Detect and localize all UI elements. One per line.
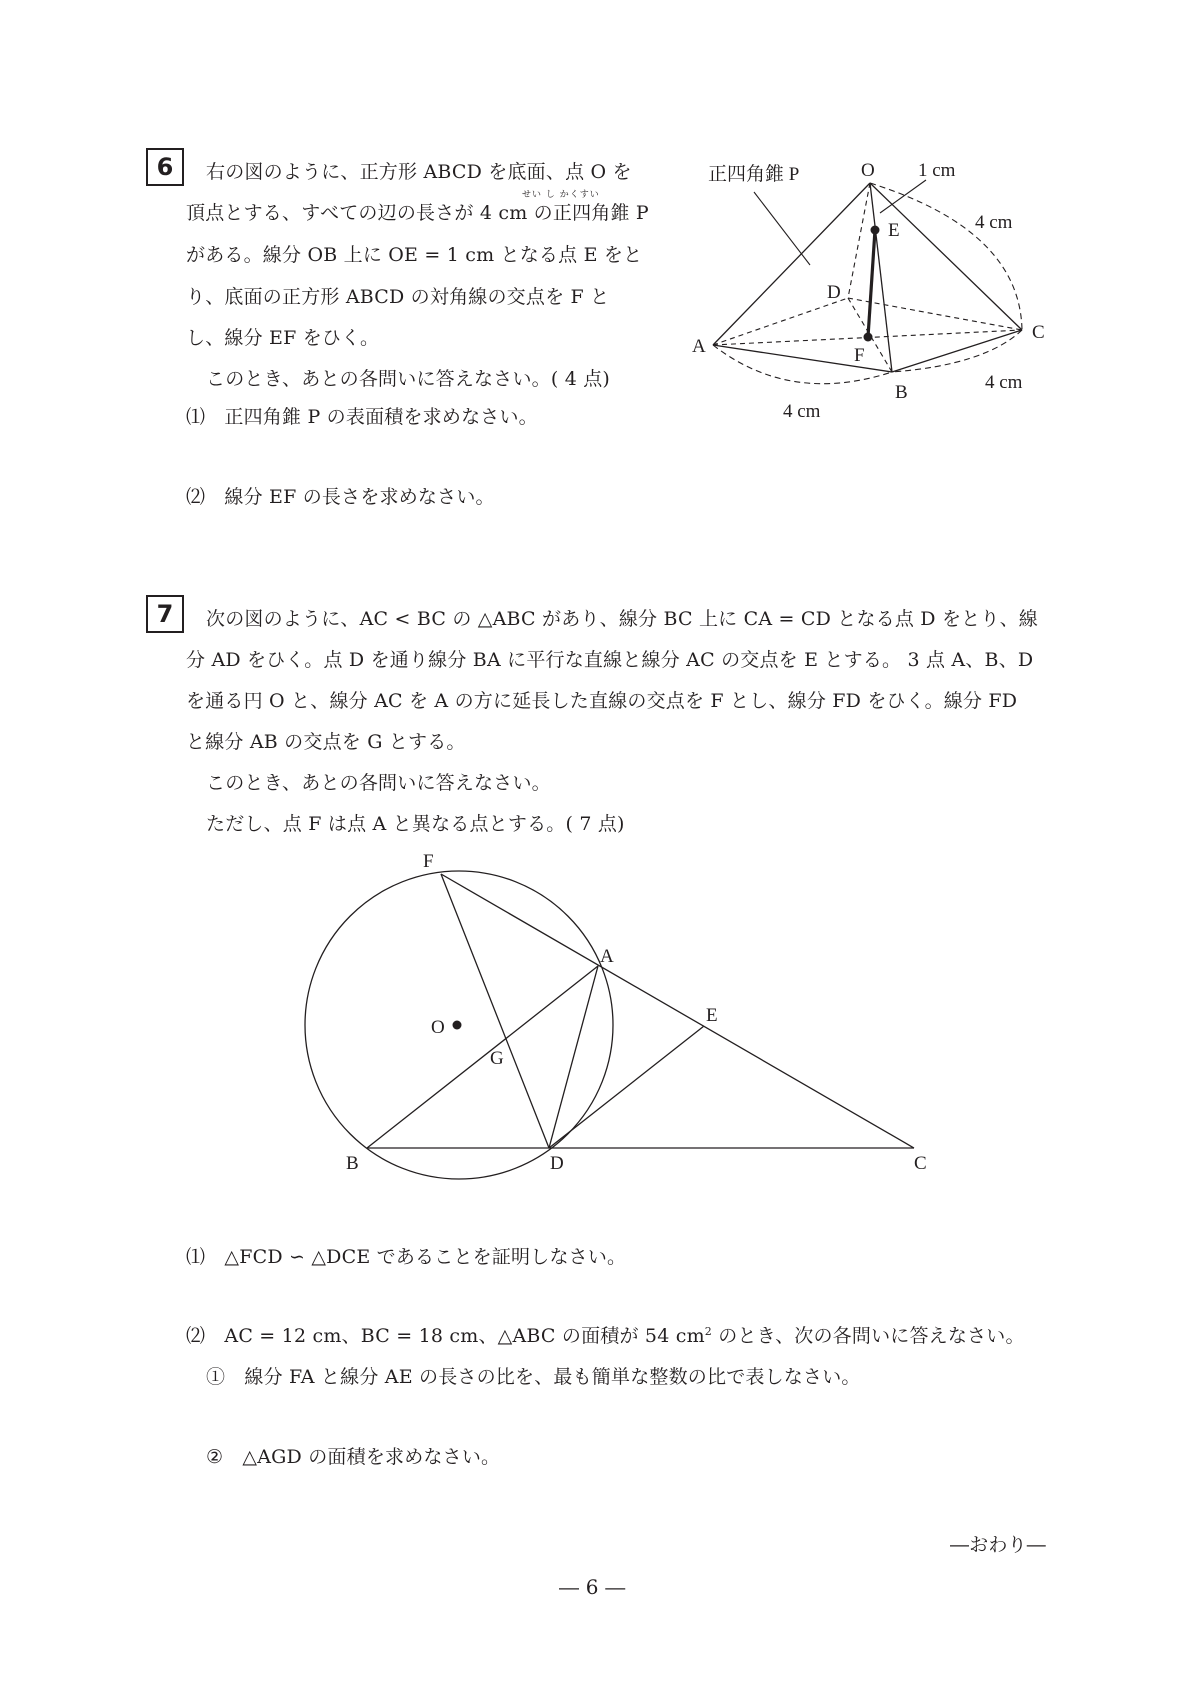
q6-text-line-1: 右の図のように、正方形 ABCD を底面、点 O を (206, 161, 632, 183)
label-o: O (861, 160, 875, 181)
edge-oa (713, 183, 870, 345)
point-f-dot (864, 333, 873, 342)
q6-text-line-5: し、線分 EF をひく。 (186, 327, 380, 349)
label-f: F (854, 345, 865, 366)
label-b: B (346, 1153, 359, 1174)
label-c: C (1032, 322, 1045, 343)
q6-subquestion-1: ⑴ 正四角錐 P の表面積を求めなさい。 (186, 406, 538, 428)
point-e-dot (871, 226, 880, 235)
segment-ad (549, 966, 598, 1148)
label-o: O (431, 1017, 445, 1038)
q6-text-line-3: がある。線分 OB 上に OE = 1 cm となる点 E をと (186, 244, 643, 266)
q7-sub2-text-before: ⑵ AC = 12 cm、BC = 18 cm、△ABC の面積が 54 cm (186, 1325, 705, 1347)
segment-ef (868, 230, 875, 337)
q7-text-line-2: 分 AD をひく。点 D を通り線分 BA に平行な直線と線分 AC の交点を E とする。 3 点 A、B、D (186, 649, 1034, 671)
label-4cm-oc: 4 cm (975, 212, 1013, 233)
label-d: D (827, 282, 841, 303)
q6-ruby-reading: せい し かくすい (522, 190, 600, 200)
label-c: C (914, 1153, 927, 1174)
label-4cm-bc: 4 cm (985, 372, 1023, 393)
q7-text-line-5: このとき、あとの各問いに答えなさい。 (206, 772, 551, 794)
q7-sub2-superscript: 2 (704, 1325, 712, 1338)
edge-bc (892, 330, 1022, 372)
label-e: E (706, 1005, 718, 1026)
square-pyramid-figure (680, 150, 1060, 430)
label-e: E (888, 220, 900, 241)
line-fc (441, 874, 914, 1148)
page-number: ― 6 ― (559, 1575, 626, 1599)
q7-text-line-6: ただし、点 F は点 A と異なる点とする。( 7 点) (206, 813, 625, 835)
edge-ad-hidden (713, 298, 848, 345)
q7-sub2-text-after: のとき、次の各問いに答えなさい。 (712, 1325, 1025, 1347)
label-g: G (490, 1048, 504, 1069)
q7-subquestion-2-1: ① 線分 FA と線分 AE の長さの比を、最も簡単な整数の比で表しなさい。 (206, 1366, 861, 1388)
label-4cm-ab: 4 cm (783, 401, 821, 422)
arc-ab-dashed (713, 345, 892, 384)
label-pyramid-name: 正四角錐 P (708, 164, 800, 185)
label-f: F (423, 851, 434, 872)
q7-subquestion-2-2: ② △AGD の面積を求めなさい。 (206, 1446, 501, 1468)
q7-subquestion-1: ⑴ △FCD ∽ △DCE であることを証明しなさい。 (186, 1246, 627, 1268)
label-leader-pyramid (754, 192, 810, 265)
question-6-number: 6 (146, 148, 184, 186)
edge-ab (713, 345, 892, 372)
label-a: A (692, 336, 706, 357)
segment-de (549, 1026, 704, 1148)
edge-oc (870, 183, 1022, 330)
segment-ba (367, 966, 598, 1148)
end-mark: ―おわり― (950, 1534, 1047, 1556)
label-leader-1cm (880, 180, 926, 213)
q6-text-line-2: 頂点とする、すべての辺の長さが 4 cm の正四角錐 P (186, 202, 649, 224)
label-1cm: 1 cm (918, 160, 956, 181)
q7-text-line-3: を通る円 O と、線分 AC を A の方に延長した直線の交点を F とし、線分 FD をひく。線分 FD (186, 690, 1018, 712)
q6-subquestion-2: ⑵ 線分 EF の長さを求めなさい。 (186, 486, 495, 508)
center-o-dot (453, 1021, 462, 1030)
label-a: A (600, 946, 614, 967)
q6-text-line-4: り、底面の正方形 ABCD の対角線の交点を F と (186, 286, 610, 308)
edge-dc-hidden (848, 298, 1022, 330)
q7-text-line-4: と線分 AB の交点を G とする。 (186, 731, 466, 753)
q6-text-line-6: このとき、あとの各問いに答えなさい。( 4 点) (206, 368, 611, 390)
edge-od-hidden (848, 183, 870, 298)
question-7-number: 7 (146, 595, 184, 633)
q7-subquestion-2 (186, 1321, 1025, 1348)
label-d: D (550, 1153, 564, 1174)
segment-fd (441, 874, 549, 1148)
circle-triangle-figure (290, 840, 950, 1190)
q7-text-line-1: 次の図のように、AC < BC の △ABC があり、線分 BC 上に CA = CD となる点 D をとり、線 (206, 608, 1038, 630)
label-b: B (895, 382, 908, 403)
